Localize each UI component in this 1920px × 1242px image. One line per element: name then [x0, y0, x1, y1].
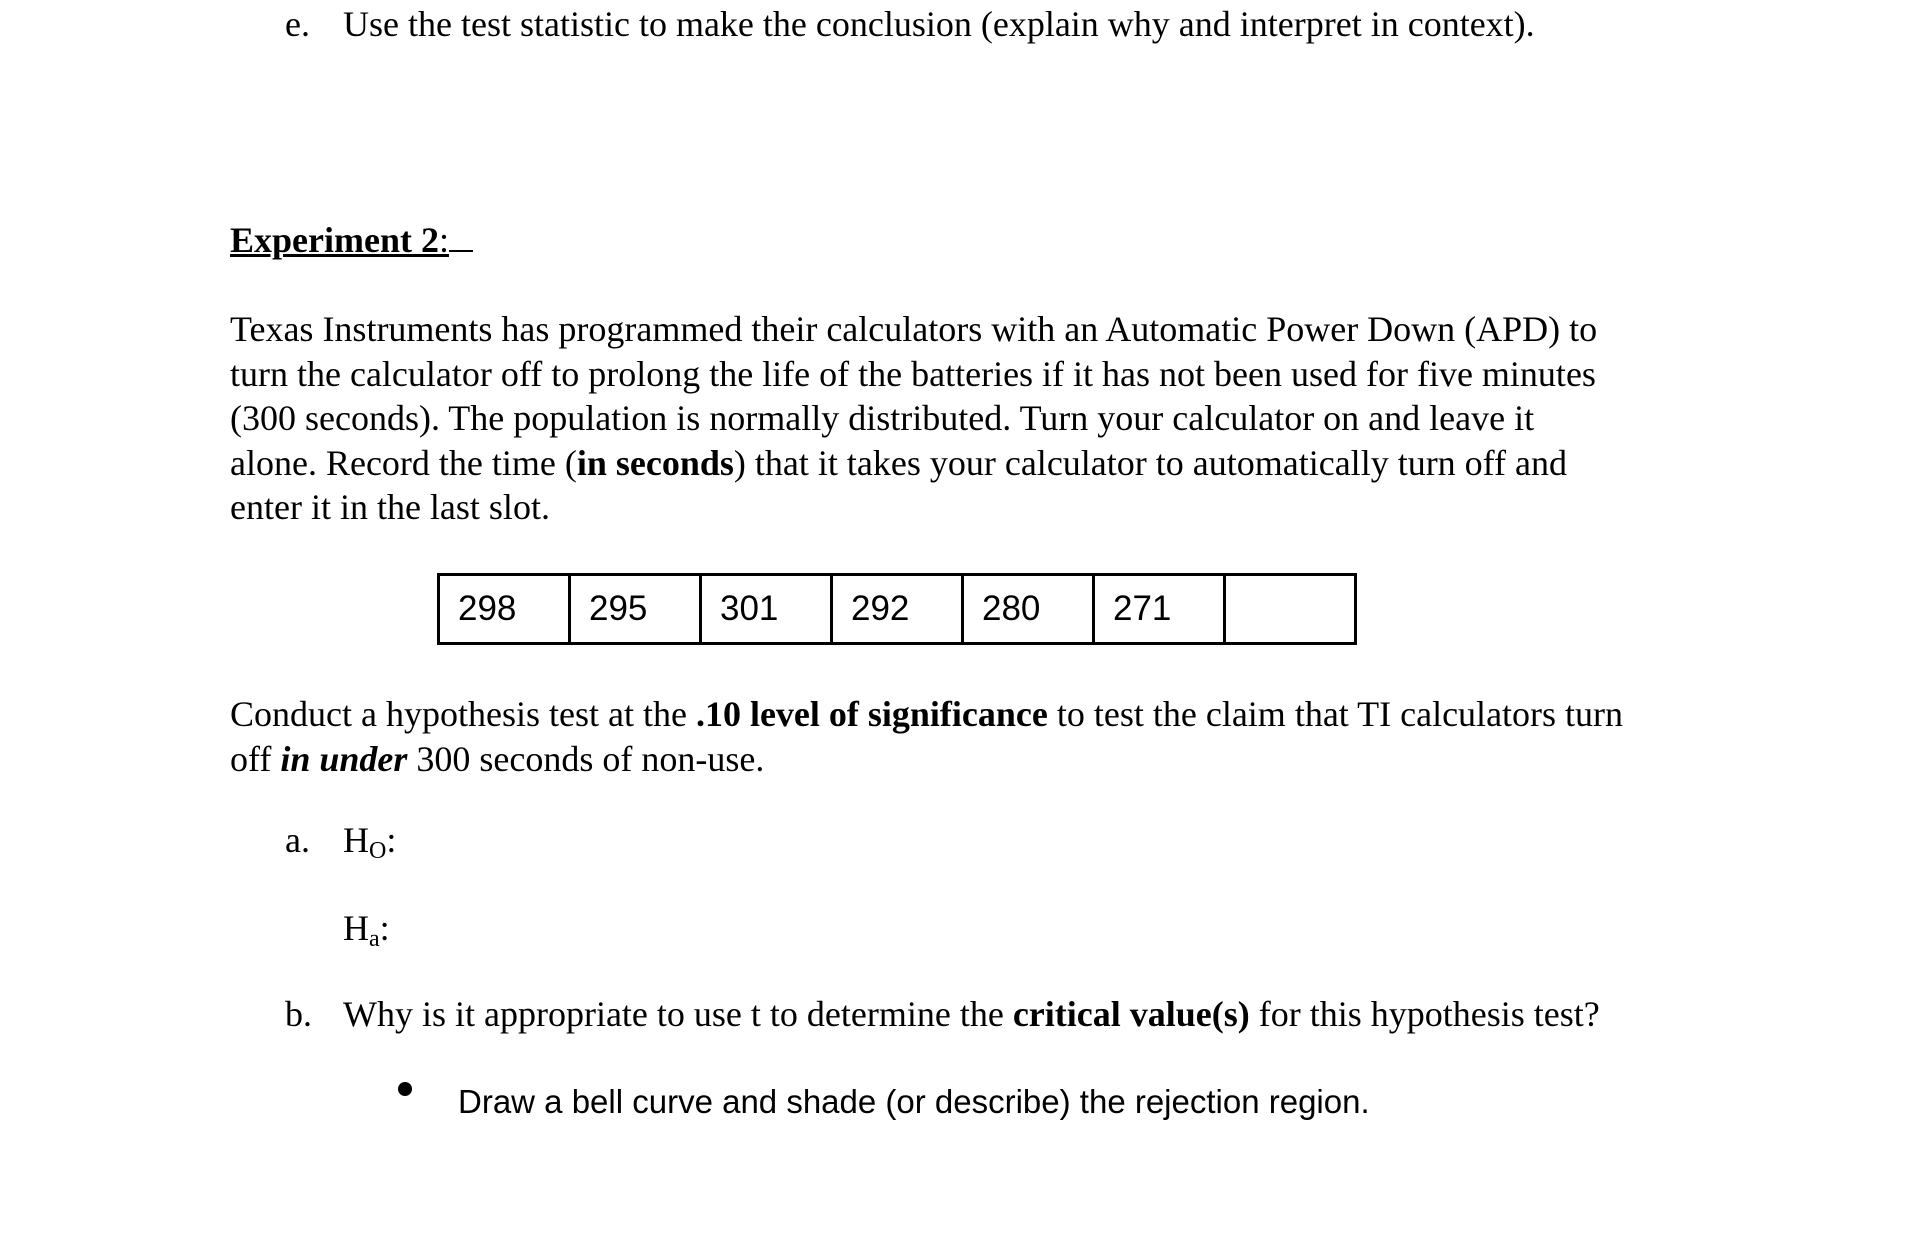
- intro-line-4-post: ) that it takes your calculator to automatically turn off and: [733, 442, 1567, 483]
- task-line-2-post: 300 seconds of non-use.: [407, 738, 765, 779]
- item-b-marker: b.: [285, 994, 312, 1034]
- table-cell-5: 280: [963, 575, 1094, 644]
- h0-letter: H: [343, 820, 369, 860]
- bullet-dot: [398, 1082, 412, 1096]
- item-b-bold: critical value(s): [1012, 994, 1250, 1034]
- experiment-heading: [230, 218, 473, 262]
- task-line-1: [230, 692, 1623, 737]
- alternative-hypothesis: [343, 906, 390, 961]
- experiment-heading-text: Experiment 2: [230, 220, 439, 260]
- item-e-text: Use the test statistic to make the conclusion (explain why and interpret in context).: [343, 4, 1535, 44]
- h0-colon: :: [386, 820, 397, 860]
- table-cell-empty-slot[interactable]: [1225, 575, 1356, 644]
- intro-line-4-bold: in seconds: [576, 442, 734, 483]
- task-line-1-post: to test the claim that TI calculators turn: [1047, 694, 1624, 734]
- task-line-1-pre: Conduct a hypothesis test at the: [230, 694, 696, 734]
- intro-line-1: Texas Instruments has programmed their calculators with an Automatic Power Down (APD) to: [230, 309, 1598, 349]
- item-b-pre: Why is it appropriate to use t to determine the: [343, 994, 1013, 1034]
- h0-subscript: O: [369, 838, 387, 864]
- intro-paragraph: [230, 307, 1597, 530]
- item-a-marker: a.: [285, 820, 310, 860]
- bullet-text: Draw a bell curve and shade (or describe) the rejection region.: [458, 1083, 1370, 1120]
- table-cell-2: 295: [570, 575, 701, 644]
- table-cell-3: 301: [701, 575, 832, 644]
- null-hypothesis: [343, 818, 396, 873]
- ha-subscript: a: [369, 926, 380, 952]
- experiment-heading-colon: :: [438, 220, 449, 260]
- table-cell-4: 292: [832, 575, 963, 644]
- data-table: [437, 573, 1357, 645]
- intro-line-5: enter it in the last slot.: [230, 487, 550, 527]
- task-line-1-bold: .10 level of significance: [695, 694, 1048, 734]
- task-paragraph: [230, 692, 1623, 781]
- item-b-post: for this hypothesis test?: [1249, 994, 1600, 1034]
- ha-colon: :: [379, 908, 390, 948]
- task-line-2-pre: off: [230, 738, 281, 779]
- table-cell-1: 298: [439, 575, 570, 644]
- table-cell-6: 271: [1094, 575, 1225, 644]
- intro-line-3: (300 seconds). The population is normally distributed. Turn your calculator on and leave it: [230, 398, 1535, 438]
- intro-line-2: turn the calculator off to prolong the life of the batteries if it has not been used for five minutes: [230, 353, 1596, 394]
- ha-letter: H: [343, 908, 369, 948]
- intro-line-4: [230, 441, 1597, 486]
- task-line-2-bolditalic: in under: [280, 738, 408, 779]
- item-e-marker: e.: [285, 4, 310, 44]
- heading-underline-trail: [449, 220, 473, 252]
- task-line-2: [230, 737, 1623, 782]
- intro-line-4-pre: alone. Record the time (: [230, 442, 577, 483]
- item-b-text: [343, 992, 1600, 1036]
- table-row: [439, 575, 1356, 644]
